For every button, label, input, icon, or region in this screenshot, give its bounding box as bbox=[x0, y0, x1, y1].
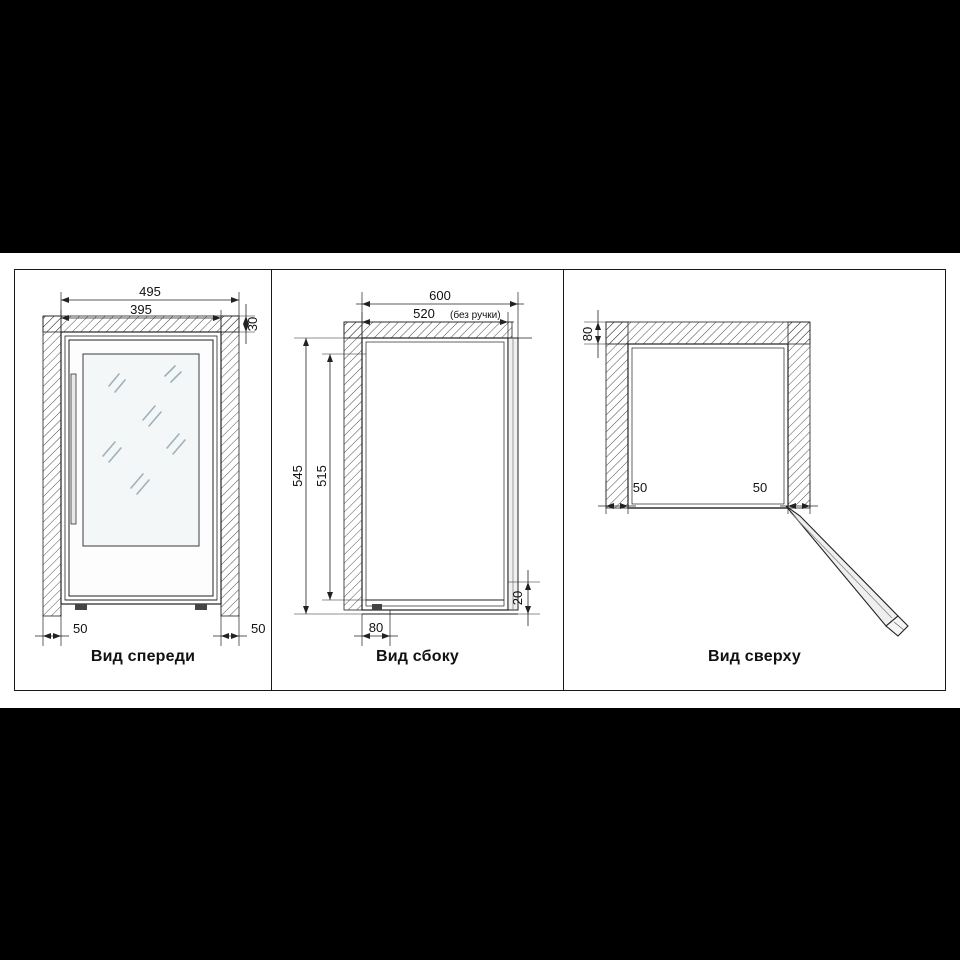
dim-side-overall-depth: 600 bbox=[429, 288, 451, 303]
dim-side-niche-height: 515 bbox=[314, 465, 329, 487]
top-view-drawing bbox=[564, 270, 944, 690]
caption-side-view: Вид сбоку bbox=[375, 648, 460, 665]
dim-side-overall-height: 545 bbox=[290, 465, 305, 487]
side-view-drawing bbox=[272, 270, 562, 690]
dim-front-right-clearance: 50 bbox=[251, 621, 266, 636]
caption-front-view: Вид спереди bbox=[90, 648, 196, 665]
dim-top-left-clearance: 50 bbox=[632, 480, 648, 495]
panel-side-view bbox=[272, 269, 564, 691]
dim-top-rear-clearance: 80 bbox=[580, 326, 595, 342]
dim-front-left-clearance: 50 bbox=[73, 621, 88, 636]
dim-front-niche-width: 395 bbox=[130, 302, 152, 317]
dim-top-right-clearance: 50 bbox=[752, 480, 768, 495]
dim-side-depth-no-handle-note: (без ручки) bbox=[450, 310, 501, 321]
dim-front-overall-width: 495 bbox=[139, 284, 161, 299]
dim-front-right-gap: 30 bbox=[245, 316, 260, 332]
drawing-sheet bbox=[0, 253, 960, 708]
front-view-drawing bbox=[15, 270, 271, 690]
caption-top-view: Вид сверху bbox=[708, 648, 801, 665]
panel-front-view bbox=[14, 269, 272, 691]
panel-top-view bbox=[564, 269, 946, 691]
dim-side-plinth-depth: 80 bbox=[368, 620, 384, 635]
dim-side-depth-no-handle: 520 bbox=[413, 306, 435, 321]
dim-side-base-gap: 20 bbox=[510, 590, 525, 606]
